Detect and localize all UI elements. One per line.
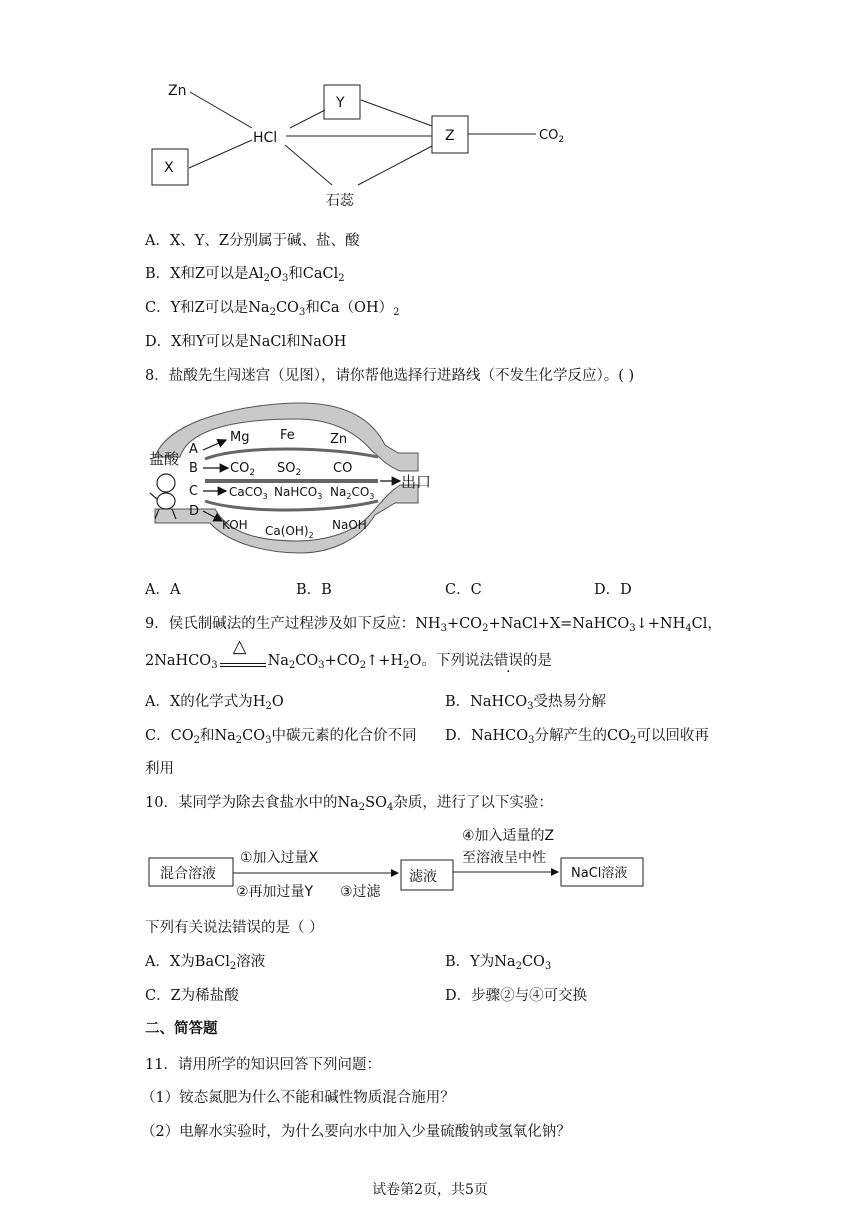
row-d-item: NaOH <box>332 518 367 532</box>
row-c-item: NaHCO$_3$ <box>274 485 323 501</box>
q9-option-c: C．$CO_2$和$Na_2CO_3$中碳元素的化合价不同 <box>145 728 417 746</box>
q10-option-b: B．Y为$Na_2CO_3$ <box>445 954 552 972</box>
row-b-item: $CO_2$ <box>230 461 256 478</box>
step2-label: ②再加过量Y <box>236 884 314 900</box>
co2-label: $CO_2$ <box>539 128 565 145</box>
route-a-label: A <box>189 442 198 457</box>
zn-label: Zn <box>168 83 187 99</box>
q8-option-c: C．C <box>445 582 482 598</box>
q9-option-a: A．X的化学式为$H_2O$ <box>145 694 284 712</box>
x-label: X <box>164 160 174 176</box>
litmus-label: 石蕊 <box>326 193 354 209</box>
q9-option-b: B．NaHCO$_3$受热易分解 <box>445 694 606 712</box>
heat-condition <box>218 636 268 671</box>
q8-stem: 8．盐酸先生闯迷宫（见图），请你帮他选择行进路线（不发生化学反应）。( ) <box>145 368 635 384</box>
filtrate-label: 滤液 <box>409 869 437 885</box>
q7-option-d: D．X和Y可以是NaCl和NaOH <box>145 334 347 350</box>
process-flow <box>0 820 860 910</box>
nacl-label: NaCl溶液 <box>571 866 628 881</box>
q7-option-c: C．Y和Z可以是$Na_2CO_3$和$Ca(OH)_2$ <box>145 300 400 318</box>
row-c-item: CaCO$_3$ <box>229 485 268 501</box>
maze-exit-label: 出口 <box>401 473 432 491</box>
row-b-item: CO <box>333 461 353 476</box>
heat-triangle-icon: △ <box>232 636 247 657</box>
q11-part1: （1）铵态氮肥为什么不能和碱性物质混合施用？ <box>141 1090 455 1106</box>
route-c-label: C <box>189 484 199 499</box>
q7-option-a: A．X、Y、Z分别属于碱、盐、酸 <box>145 233 360 249</box>
q8-option-d: D．D <box>594 582 632 598</box>
maze-hcl-label: 盐酸 <box>149 450 180 468</box>
q9-option-d-cont: 利用 <box>145 761 174 777</box>
q8-option-b: B．B <box>296 582 332 598</box>
q10-option-c: C．Z为稀盐酸 <box>145 988 239 1004</box>
z-label: Z <box>445 128 455 144</box>
q10-option-a: A．X为BaCl$_2$溶液 <box>145 954 266 972</box>
q11-stem: 11．请用所学的知识回答下列问题： <box>145 1057 381 1073</box>
q10-stem: 10．某同学为除去食盐水中的$Na_2SO_4$杂质，进行了以下实验： <box>145 795 553 813</box>
step4b-label: 至溶液呈中性 <box>462 850 546 866</box>
maze-diagram <box>0 395 860 575</box>
q9-stem: 9．侯氏制碱法的生产过程涉及如下反应：$NH_3+CO_2+NaCl+X=NaHCO_3↓+NH_4Cl$， <box>145 616 722 634</box>
row-c-item: $Na_2CO_3$ <box>330 485 375 501</box>
section-heading: 二、简答题 <box>145 1020 218 1037</box>
route-b-label: B <box>189 461 198 476</box>
row-a-item: Zn <box>330 432 348 447</box>
step1-label: ①加入过量X <box>240 850 319 866</box>
row-a-item: Mg <box>230 430 250 445</box>
reaction-diagram <box>0 0 860 220</box>
mix-label: 混合溶液 <box>160 866 216 882</box>
q11-part2: （2）电解水实验时，为什么要向水中加入少量硫酸钠或氢氧化钠？ <box>141 1124 571 1140</box>
q8-option-a: A．A <box>145 582 181 598</box>
step3-label: ③过滤 <box>340 884 381 900</box>
y-label: Y <box>336 95 345 111</box>
q10-option-d: D．步骤②与④可交换 <box>445 988 588 1004</box>
q9-option-d: D．NaHCO$_3$分解产生的$CO_2$可以回收再 <box>445 728 709 746</box>
row-b-item: $SO_2$ <box>277 461 302 478</box>
q10-ask: 下列有关说法错误的是（ ） <box>145 920 324 936</box>
q7-option-b: B．X和Z可以是$Al_2O_3$和CaCl$_2$ <box>145 266 345 284</box>
q9-equation: 2NaHCO$_3$ △ $Na_2CO_3+CO_2↑+H_2O$。下列说法错误的是 <box>145 636 552 671</box>
row-d-item: KOH <box>222 518 248 532</box>
step4a-label: ④加入适量的Z <box>462 828 555 844</box>
page-footer: 试卷第2页，共5页 <box>372 1182 488 1198</box>
route-d-label: D <box>189 504 200 519</box>
hcl-label: HCl <box>253 130 278 146</box>
row-a-item: Fe <box>280 428 295 443</box>
row-d-item: $Ca(OH)_2$ <box>265 524 314 540</box>
